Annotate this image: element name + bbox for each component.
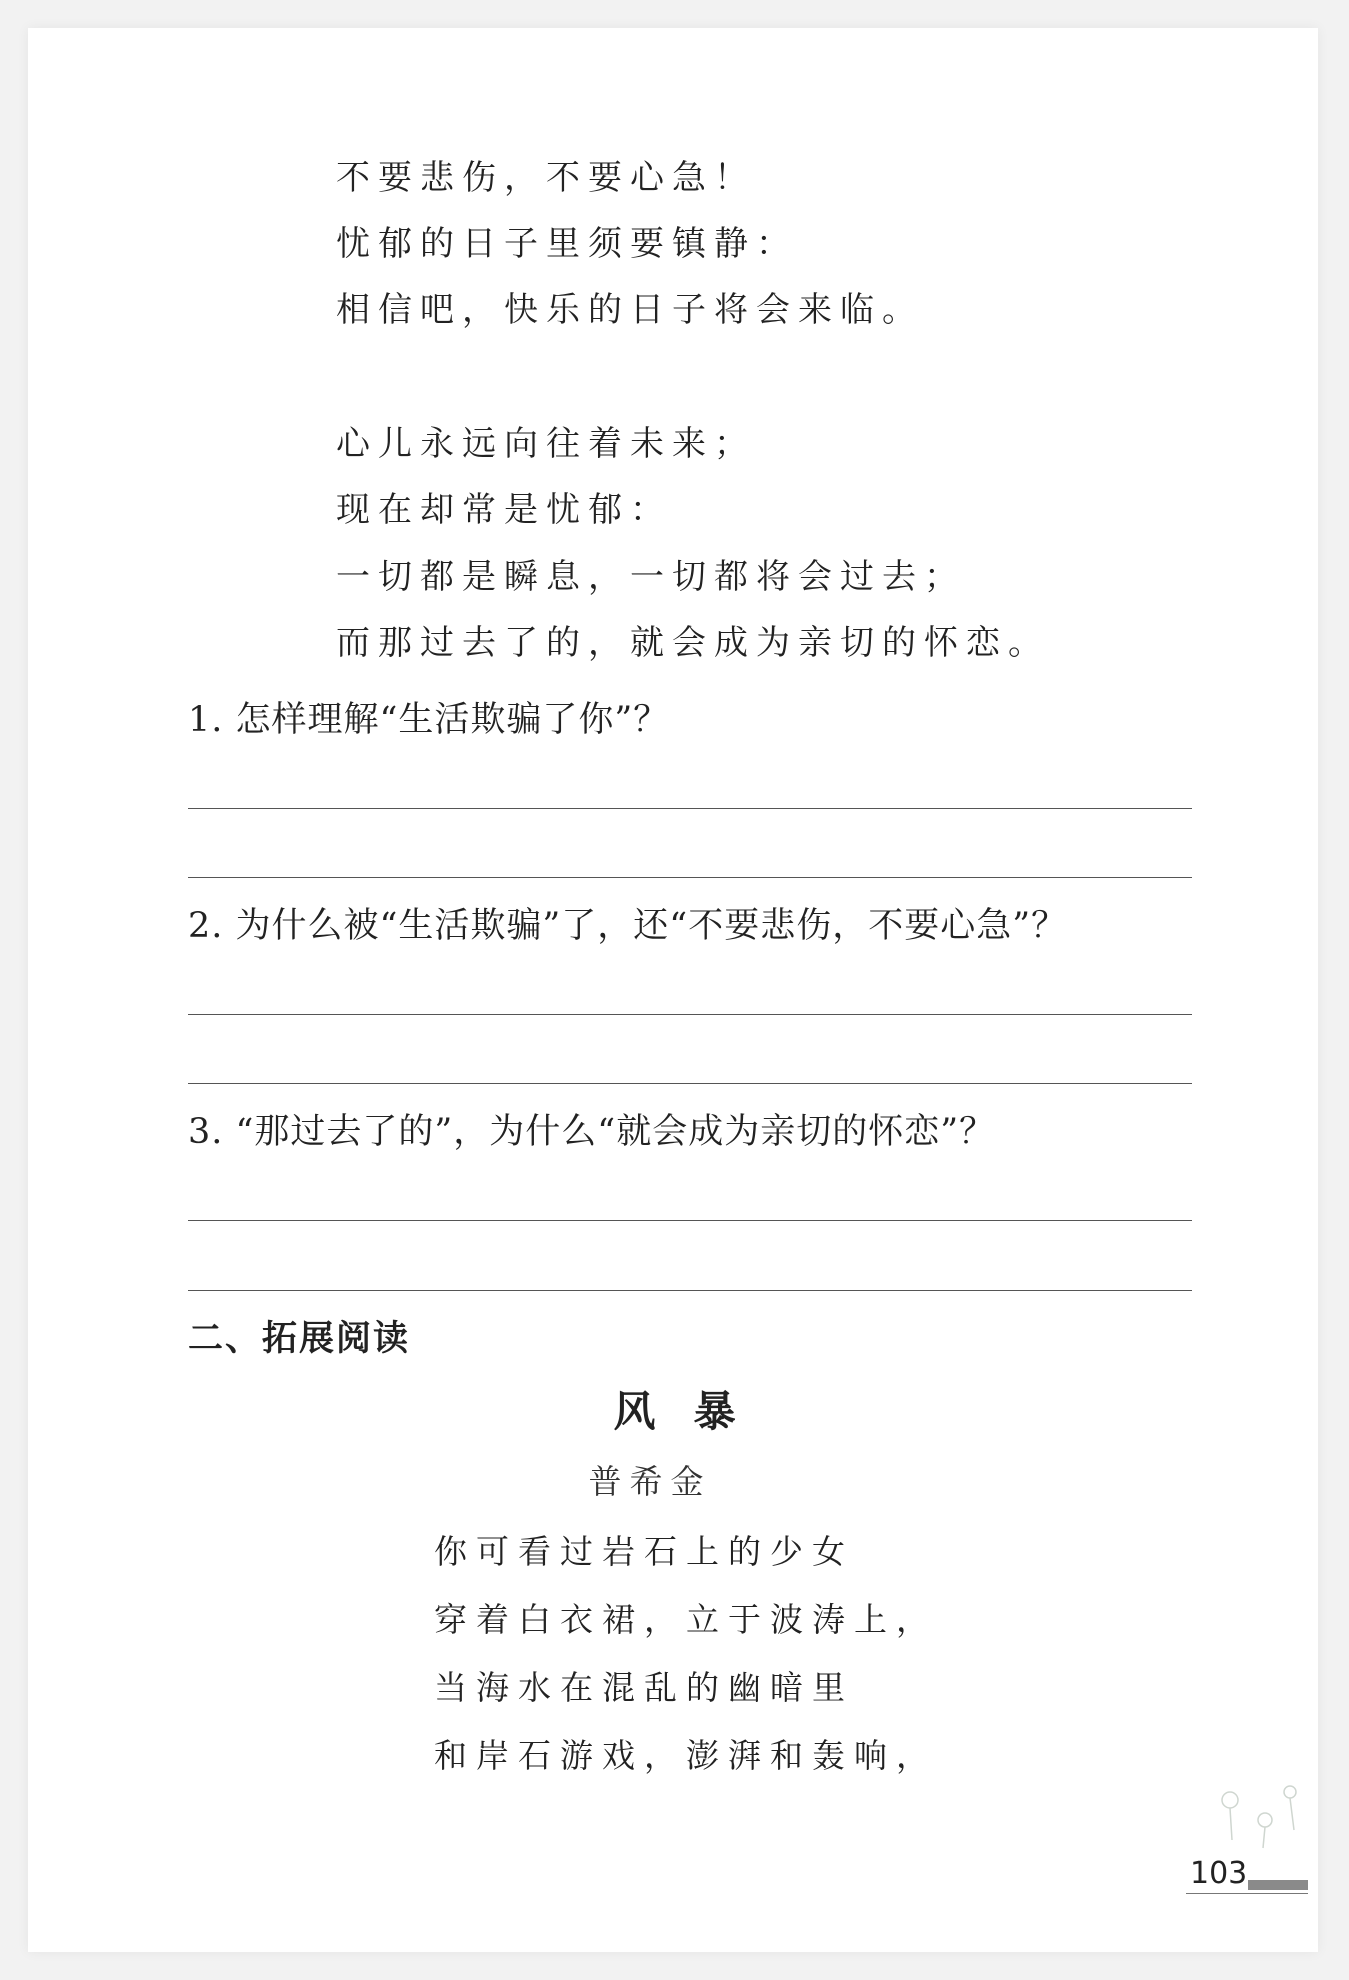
poem-line: 当海水在混乱的幽暗里 — [434, 1668, 854, 1707]
poem-line: 忧郁的日子里须要镇静： — [336, 224, 798, 264]
question-2: 2. 为什么被“生活欺骗”了，还“不要悲伤，不要心急”？ — [188, 906, 1068, 946]
page-number-bar — [1248, 1880, 1308, 1890]
flower-decoration-icon — [1190, 1770, 1310, 1850]
poem-line: 心儿永远向往着未来； — [336, 424, 756, 464]
page-number-underline — [1186, 1893, 1308, 1894]
poem-line: 和岸石游戏，澎湃和轰响， — [434, 1736, 938, 1775]
poem-line: 你可看过岩石上的少女 — [434, 1532, 854, 1571]
answer-line[interactable] — [188, 877, 1192, 878]
page-number: 103 — [1190, 1856, 1248, 1891]
poem-line: 穿着白衣裙，立于波涛上， — [434, 1600, 938, 1639]
poem-line: 现在却常是忧郁： — [336, 490, 672, 530]
poem-line: 而那过去了的，就会成为亲切的怀恋。 — [336, 623, 1050, 663]
answer-line[interactable] — [188, 1290, 1192, 1291]
answer-line[interactable] — [188, 1220, 1192, 1221]
question-1: 1. 怎样理解“生活欺骗了你”？ — [188, 700, 670, 740]
section-heading: 二、拓展阅读 — [188, 1319, 411, 1359]
poem-line: 一切都是瞬息，一切都将会过去； — [336, 557, 966, 597]
poem-title: 风暴 — [613, 1387, 774, 1436]
poem-line: 不要悲伤，不要心急！ — [336, 158, 756, 198]
poem-author: 普希金 — [588, 1462, 712, 1501]
answer-line[interactable] — [188, 1014, 1192, 1015]
poem-line: 相信吧，快乐的日子将会来临。 — [336, 290, 924, 330]
question-3: 3. “那过去了的”，为什么“就会成为亲切的怀恋”？ — [188, 1112, 996, 1152]
answer-line[interactable] — [188, 1083, 1192, 1084]
answer-line[interactable] — [188, 808, 1192, 809]
